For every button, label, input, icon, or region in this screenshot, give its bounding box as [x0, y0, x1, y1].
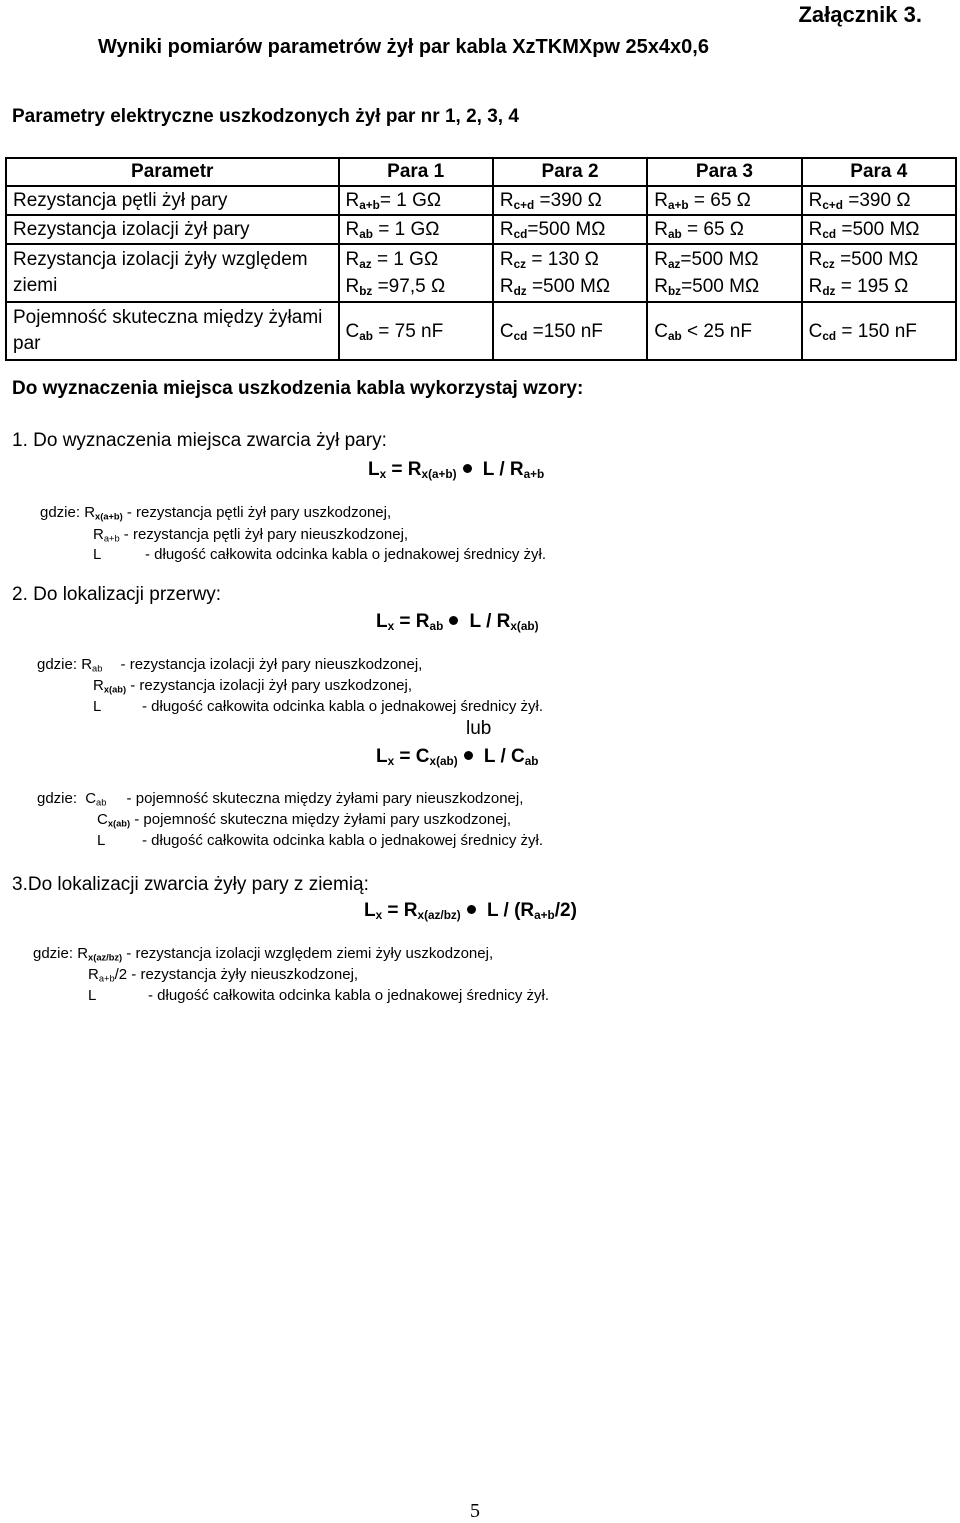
- value-text: =500 MΩ: [527, 219, 606, 240]
- param-name-cell: Pojemność skuteczna między żyłami par: [6, 302, 339, 360]
- value-cell: [339, 302, 493, 360]
- gdzie-label: gdzie:: [33, 945, 78, 962]
- formula-lhs: L: [376, 611, 388, 632]
- gdzie-label: gdzie:: [37, 790, 82, 807]
- formula-lhs: L: [364, 900, 376, 921]
- def-text: - długość całkowita odcinka kabla o jednakowej średnicy żył.: [142, 698, 544, 715]
- formula-eq: = C: [394, 746, 430, 767]
- value-subscript: ab: [359, 227, 373, 241]
- value-line: [654, 273, 794, 300]
- value-symbol: R: [345, 219, 360, 240]
- value-text: =500 MΩ: [834, 249, 919, 270]
- value-text: = 195 Ω: [835, 276, 909, 297]
- formula-mid: L / (R: [481, 900, 535, 921]
- value-line: [500, 318, 640, 345]
- value-symbol: C: [345, 320, 360, 342]
- param-name-cell: Rezystancja izolacji żył pary: [6, 215, 339, 244]
- value-line: [346, 318, 486, 345]
- table-row: [6, 302, 956, 360]
- value-symbol: R: [654, 219, 668, 240]
- value-symbol: R: [499, 190, 514, 211]
- formula-sub: x(a+b): [421, 467, 457, 481]
- value-line: [809, 273, 949, 300]
- value-text: = 1 GΩ: [372, 219, 440, 240]
- value-line: [654, 246, 794, 273]
- gdzie-label: gdzie:: [40, 504, 85, 521]
- def-symbol: R: [77, 945, 89, 962]
- table-row: [6, 186, 956, 215]
- value-line: [654, 216, 794, 243]
- value-symbol: R: [499, 219, 514, 240]
- formula-3: [364, 900, 577, 922]
- multiply-dot-icon: [467, 905, 476, 914]
- value-cell: [493, 244, 647, 302]
- def-line: [88, 987, 550, 1004]
- value-line: [346, 187, 486, 214]
- def-sub: x(a+b): [95, 511, 123, 522]
- value-line: [809, 216, 949, 243]
- def-sub: ab: [96, 797, 107, 808]
- section-title: Parametry elektryczne uszkodzonych żył par nr 1, 2, 3, 4: [12, 106, 519, 127]
- def-symbol: R: [88, 966, 99, 983]
- def-line: [40, 504, 391, 521]
- formula-sub: ab: [429, 619, 444, 633]
- def-suffix: /2: [114, 966, 128, 983]
- value-subscript: dz: [513, 284, 527, 298]
- def-symbol: L: [93, 698, 102, 715]
- value-cell: [493, 302, 647, 360]
- document-title: Wyniki pomiarów parametrów żył par kabla XzTKMXpw 25x4x0,6: [98, 36, 709, 58]
- value-text: = 130 Ω: [526, 249, 599, 270]
- def-text: - długość całkowita odcinka kabla o jednakowej średnicy żył.: [145, 546, 547, 563]
- formula-eq: = R: [394, 611, 430, 632]
- formula-end: /2): [554, 900, 577, 921]
- formula-sub: a+b: [534, 908, 555, 922]
- formula-sub: x(ab): [510, 619, 539, 633]
- def-symbol: L: [97, 832, 106, 849]
- parameters-table: [5, 157, 957, 361]
- formula-mid: L / C: [478, 746, 525, 767]
- value-subscript: cd: [822, 227, 837, 241]
- formula-sub: x(az/bz): [417, 908, 461, 922]
- value-text: =150 nF: [527, 320, 603, 342]
- value-subscript: ab: [667, 227, 682, 241]
- def-symbol: C: [85, 790, 97, 807]
- value-text: =500 MΩ: [681, 276, 760, 297]
- header-cell: Para 4: [802, 158, 956, 186]
- def-sub: x(az/bz): [88, 952, 123, 963]
- value-line: [809, 187, 949, 214]
- def-symbol: L: [93, 546, 102, 563]
- def-text: - rezystancja izolacji żył pary nieuszkodzonej,: [116, 656, 423, 673]
- multiply-dot-icon: [449, 616, 458, 625]
- def-symbol: R: [93, 526, 104, 543]
- def-text: - rezystancja izolacji żył pary uszkodzonej,: [126, 677, 413, 694]
- value-text: = 1 GΩ: [379, 190, 442, 211]
- value-line: [809, 318, 949, 345]
- value-text: =500 MΩ: [680, 249, 759, 270]
- multiply-dot-icon: [464, 751, 473, 760]
- value-cell: [802, 186, 956, 215]
- header-cell: Para 3: [647, 158, 801, 186]
- value-text: = 65 Ω: [681, 219, 744, 240]
- value-symbol: R: [345, 190, 360, 211]
- def-line: [33, 945, 493, 962]
- value-cell: [339, 215, 493, 244]
- value-line: [346, 273, 486, 300]
- value-text: = 150 nF: [836, 320, 917, 342]
- annex-label: Załącznik 3.: [798, 2, 922, 27]
- value-text: = 75 nF: [372, 320, 444, 342]
- table-body: [6, 186, 956, 360]
- value-symbol: R: [499, 249, 514, 270]
- def-text: - rezystancja pętli żył pary uszkodzonej,: [122, 504, 392, 521]
- page-number: 5: [470, 1500, 480, 1522]
- value-cell: [493, 186, 647, 215]
- def-line: [37, 790, 523, 807]
- value-line: [500, 273, 640, 300]
- formula-mid: L / R: [464, 611, 511, 632]
- formula-sub: x: [387, 754, 395, 768]
- def-line: [97, 811, 511, 828]
- def-symbol: C: [97, 811, 108, 828]
- value-text: =390 Ω: [842, 190, 911, 211]
- value-cell: [647, 302, 801, 360]
- param-name-cell: Rezystancja izolacji żyły względem ziemi: [6, 244, 339, 302]
- formula-sub: x: [379, 467, 387, 481]
- def-sub: x(ab): [107, 818, 131, 829]
- value-line: [500, 216, 640, 243]
- value-cell: [493, 215, 647, 244]
- value-symbol: C: [654, 320, 668, 342]
- value-line: [654, 318, 794, 345]
- value-text: =97,5 Ω: [372, 276, 446, 297]
- def-line: [93, 677, 412, 694]
- def-text: - pojemność skuteczna między żyłami pary uszkodzonej,: [130, 811, 512, 828]
- value-line: [346, 246, 486, 273]
- formula-sub: x: [387, 619, 395, 633]
- param-name-cell: Rezystancja pętli żył pary: [6, 186, 339, 215]
- value-line: [654, 187, 794, 214]
- def-symbol: R: [93, 677, 104, 694]
- value-line: [500, 187, 640, 214]
- value-text: = 1 GΩ: [371, 249, 439, 270]
- def-text: - pojemność skuteczna między żyłami pary nieuszkodzonej,: [122, 790, 524, 807]
- def-line: [93, 526, 408, 543]
- table-header-row: [6, 158, 956, 186]
- header-cell: Para 1: [339, 158, 493, 186]
- header-cell: Para 2: [493, 158, 647, 186]
- value-line: [500, 246, 640, 273]
- value-subscript: ab: [667, 329, 682, 343]
- value-line: [809, 246, 949, 273]
- value-symbol: R: [654, 190, 668, 211]
- def-line: [88, 966, 358, 983]
- formula-2b: [376, 746, 539, 768]
- step-3-title: 3.Do lokalizacji zwarcia żyły pary z ziemią:: [12, 874, 369, 895]
- formula-2: [376, 611, 539, 633]
- value-symbol: C: [499, 320, 514, 342]
- def-symbol: R: [81, 656, 93, 673]
- value-cell: [802, 244, 956, 302]
- value-cell: [339, 186, 493, 215]
- value-text: = 65 Ω: [688, 190, 751, 211]
- value-line: [346, 216, 486, 243]
- value-subscript: cd: [822, 329, 837, 343]
- def-text: - długość całkowita odcinka kabla o jednakowej średnicy żył.: [148, 987, 550, 1004]
- value-subscript: cd: [513, 329, 528, 343]
- value-text: =500 MΩ: [836, 219, 920, 240]
- header-cell: Parametr: [6, 158, 339, 186]
- value-symbol: R: [808, 249, 823, 270]
- value-text: =500 MΩ: [526, 276, 611, 297]
- value-subscript: a+b: [359, 198, 380, 212]
- formulas-heading: Do wyznaczenia miejsca uszkodzenia kabla wykorzystaj wzory:: [12, 378, 584, 399]
- value-symbol: R: [654, 276, 668, 297]
- value-symbol: R: [808, 190, 823, 211]
- value-text: < 25 nF: [681, 320, 752, 342]
- def-line: [97, 832, 544, 849]
- value-symbol: R: [808, 276, 823, 297]
- value-subscript: az: [359, 257, 372, 271]
- value-symbol: R: [345, 276, 360, 297]
- def-line: [37, 656, 422, 673]
- step-1-title: 1. Do wyznaczenia miejsca zwarcia żył pary:: [12, 430, 387, 451]
- def-text: - rezystancja pętli żył pary nieuszkodzonej,: [119, 526, 409, 543]
- value-cell: [802, 302, 956, 360]
- value-subscript: az: [667, 257, 681, 271]
- value-subscript: dz: [822, 284, 836, 298]
- value-subscript: c+d: [822, 198, 843, 212]
- value-symbol: R: [345, 249, 360, 270]
- formula-lhs: L: [368, 459, 380, 480]
- value-cell: [802, 215, 956, 244]
- formula-sub: x: [375, 908, 383, 922]
- value-subscript: ab: [359, 329, 373, 343]
- table-row: [6, 244, 956, 302]
- def-text: - rezystancja izolacji względem ziemi żyły uszkodzonej,: [122, 945, 494, 962]
- value-subscript: cz: [513, 257, 527, 271]
- value-subscript: bz: [667, 284, 682, 298]
- value-symbol: R: [808, 219, 823, 240]
- value-cell: [647, 186, 801, 215]
- formula-1: [368, 459, 544, 481]
- def-text: - długość całkowita odcinka kabla o jednakowej średnicy żył.: [142, 832, 544, 849]
- def-sub: ab: [92, 663, 103, 674]
- value-cell: [647, 244, 801, 302]
- def-symbol: L: [88, 987, 97, 1004]
- value-cell: [647, 215, 801, 244]
- def-text: - rezystancja żyły nieuszkodzonej,: [127, 966, 359, 983]
- value-subscript: cd: [513, 227, 528, 241]
- multiply-dot-icon: [463, 464, 472, 473]
- value-subscript: bz: [359, 284, 373, 298]
- table-row: [6, 215, 956, 244]
- value-symbol: R: [654, 249, 668, 270]
- value-symbol: R: [499, 276, 514, 297]
- formula-lhs: L: [376, 746, 388, 767]
- value-subscript: cz: [822, 257, 835, 271]
- def-symbol: R: [84, 504, 96, 521]
- formula-mid: L / R: [477, 459, 524, 480]
- formula-sub: ab: [524, 754, 539, 768]
- def-line: [93, 546, 547, 563]
- value-cell: [339, 244, 493, 302]
- or-label: lub: [466, 718, 492, 739]
- value-text: =390 Ω: [534, 190, 602, 211]
- formula-sub: a+b: [523, 467, 545, 481]
- def-line: [93, 698, 544, 715]
- value-symbol: C: [808, 320, 823, 342]
- formula-sub: x(ab): [429, 754, 458, 768]
- def-sub: x(ab): [103, 684, 127, 695]
- formula-eq: = R: [386, 459, 422, 480]
- def-sub: a+b: [98, 973, 115, 984]
- step-2-title: 2. Do lokalizacji przerwy:: [12, 584, 222, 605]
- formula-eq: = R: [382, 900, 418, 921]
- gdzie-label: gdzie:: [37, 656, 82, 673]
- value-subscript: a+b: [667, 198, 689, 212]
- def-sub: a+b: [103, 533, 120, 544]
- value-subscript: c+d: [513, 198, 535, 212]
